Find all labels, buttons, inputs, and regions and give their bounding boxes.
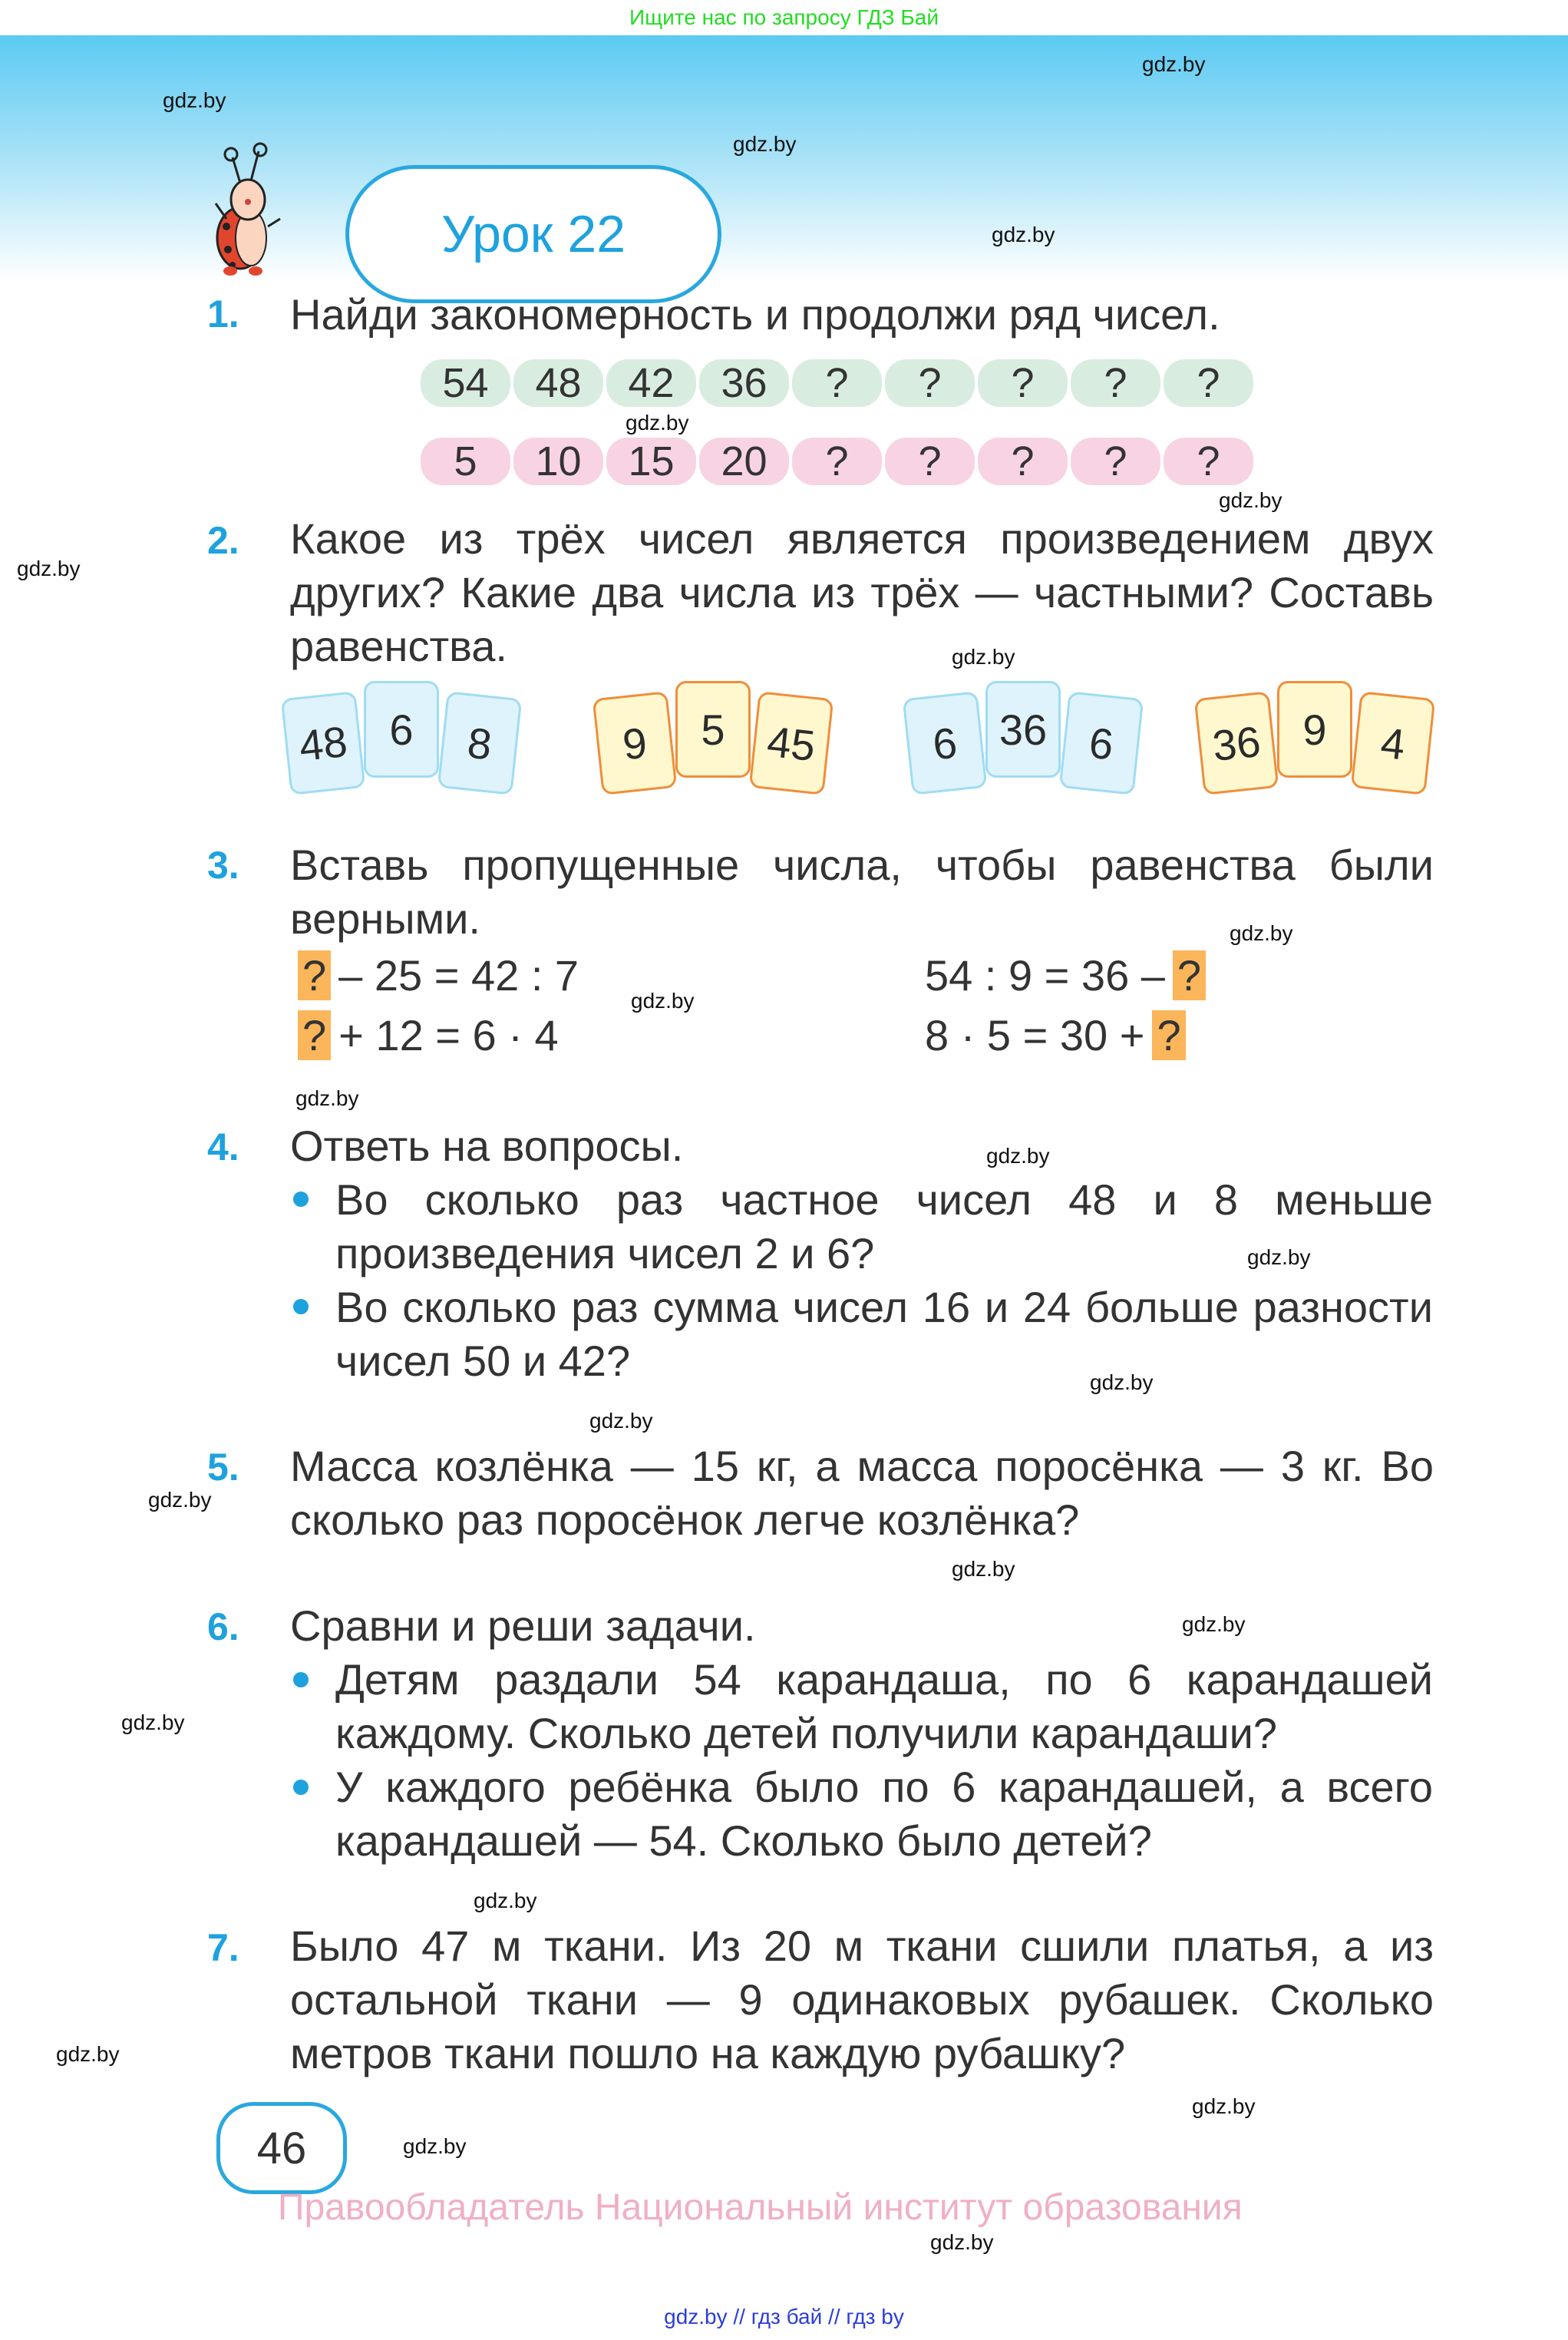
number-card: 5 [675,681,751,778]
task-text: Было 47 м ткани. Из 20 м ткани сшили платья, а из остальной ткани — 9 одинаковых рубашек. Сколько метров ткани пошло на каждую рубашку? [290,1922,1434,2077]
equation-right: – 25 = 42 : 7 [338,951,579,1000]
missing-number-box: ? [298,950,331,1000]
watermark: gdz.by [1182,1612,1246,1636]
sequence-cell: ? [885,359,975,407]
top-banner [0,0,1568,35]
equation [290,1010,559,1060]
task-number: 4. [207,1125,239,1168]
number-card: 6 [364,681,439,778]
task-number: 5. [207,1446,239,1489]
equation-right: + 12 = 6 · 4 [338,1011,559,1059]
equation-left: 8 · 5 = 30 + [925,1011,1145,1059]
watermark: gdz.by [952,645,1015,669]
number-card: 36 [985,681,1061,778]
watermark: gdz.by [733,132,797,156]
bullet-icon [293,1299,309,1314]
task-text: Вставь пропущенные числа, чтобы равенства были верными. [290,841,1434,943]
sequence-cell: 36 [699,359,789,407]
card-group [597,695,832,792]
sequence-cell: ? [978,359,1068,407]
watermark: gdz.by [295,1086,359,1110]
task-number: 2. [207,519,239,562]
number-row-green [421,359,1253,407]
sequence-cell: ? [1164,359,1253,407]
question-text: Детям раздали 54 карандаша, по 6 карандашей каждому. Сколько детей получили карандаши? [335,1655,1433,1757]
number-card: 45 [749,691,834,795]
watermark: gdz.by [1247,1245,1311,1269]
watermark: gdz.by [992,223,1055,246]
bullet-icon [293,1191,309,1207]
equation-left: 54 : 9 = 36 – [925,951,1165,1000]
watermark: gdz.by [148,1488,212,1512]
watermark: gdz.by [930,2230,994,2254]
top-banner-text: Ищите нас по запросу ГДЗ Бай [629,5,939,29]
task-number: 1. [207,292,239,335]
card-group [286,695,520,792]
watermark: gdz.by [1090,1370,1154,1394]
task-text: Найди закономерность и продолжи ряд чисел. [290,290,1220,339]
watermark: gdz.by [56,2042,120,2066]
sequence-cell: ? [1071,359,1160,407]
watermark: gdz.by [986,1144,1050,1168]
page-number: 46 [256,2123,307,2173]
sequence-cell: 54 [421,359,510,407]
task-text: Сравни и реши задачи. [290,1601,756,1650]
equation [925,950,1213,1000]
sequence-cell: 48 [513,359,603,407]
watermark: gdz.by [1142,52,1206,76]
sequence-cell: ? [1071,438,1160,485]
question-text: Во сколько раз частное чисел 48 и 8 меньше произведения чисел 2 и 6? [335,1175,1433,1277]
bullet-icon [293,1780,309,1795]
watermark: gdz.by [121,1710,185,1734]
sequence-cell: 5 [421,438,510,485]
number-row-pink [421,438,1253,485]
sequence-cell: ? [792,359,882,407]
footer-links[interactable]: gdz.by // гдз бай // гдз by [664,2305,904,2328]
number-card: 9 [593,691,678,795]
number-card: 4 [1351,691,1436,795]
sequence-cell: ? [1164,438,1253,485]
number-card: 9 [1277,681,1352,778]
card-group [1199,695,1434,792]
lesson-title-cloud [345,165,721,303]
task-text: Ответь на вопросы. [290,1122,684,1170]
task-text: Какое из трёх чисел является произведением двух других? Какие два числа из трёх — частными? Составь равенства. [290,514,1434,670]
missing-number-box: ? [1152,1010,1185,1060]
watermark: gdz.by [163,88,226,112]
sequence-cell: ? [978,438,1068,485]
card-group [907,695,1142,792]
watermark: gdz.by [17,557,81,580]
bullet-icon [293,1672,309,1687]
ladybug-icon [196,142,295,276]
lesson-title: Урок 22 [441,205,626,263]
sequence-cell: 42 [606,359,696,407]
watermark: gdz.by [1219,488,1282,512]
task-number: 7. [207,1926,239,1969]
task-number: 3. [207,844,239,887]
number-card: 8 [437,691,523,795]
copyright-text: Правообладатель Национальный институт образования [278,2187,1243,2228]
missing-number-box: ? [298,1010,331,1060]
question-text: У каждого ребёнка было по 6 карандашей, а всего карандашей — 54. Сколько было детей? [335,1763,1433,1865]
watermark: gdz.by [631,989,695,1013]
task-text: Масса козлёнка — 15 кг, а масса поросёнка — 3 кг. Во сколько раз поросёнок легче козлёнка? [290,1442,1434,1544]
number-card: 36 [1194,691,1279,795]
equation [925,1010,1193,1060]
watermark: gdz.by [626,411,689,435]
sequence-cell: ? [885,438,975,485]
watermark: gdz.by [589,1409,653,1433]
equation [290,950,579,1000]
watermark: gdz.by [952,1557,1015,1581]
watermark: gdz.by [403,2134,467,2158]
page-number-cloud [216,2102,347,2194]
watermark: gdz.by [1192,2094,1256,2118]
question-text: Во сколько раз сумма чисел 16 и 24 больше разности чисел 50 и 42? [335,1283,1433,1385]
sequence-cell: 20 [699,438,789,485]
sequence-cell: 15 [606,438,696,485]
task-number: 6. [207,1605,239,1648]
number-card: 6 [1059,691,1144,795]
watermark: gdz.by [474,1889,537,1912]
watermark: gdz.by [1230,921,1293,945]
sequence-cell: ? [792,438,882,485]
number-card: 48 [281,691,366,795]
sequence-cell: 10 [513,438,603,485]
number-card: 6 [903,691,988,795]
missing-number-box: ? [1173,950,1206,1000]
